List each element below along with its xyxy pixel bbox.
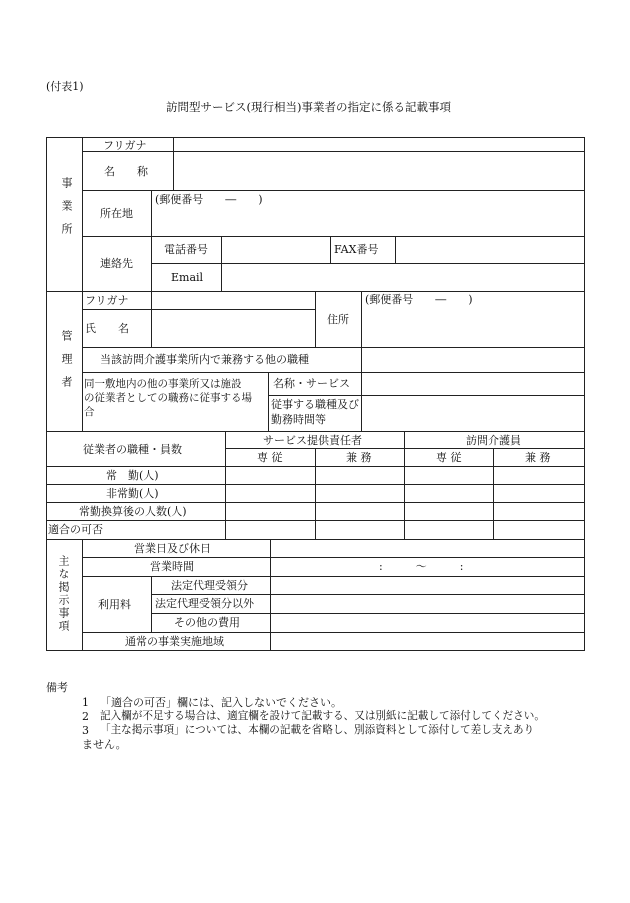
office-postal-code: (郵便番号 ― ) <box>155 193 263 206</box>
home-helper-header: 訪問介護員 <box>466 434 521 447</box>
office-name-label: 名 称 <box>104 165 148 178</box>
business-hours-range: : ～ : <box>379 560 464 573</box>
other-facility-line2: の従業者としての職務に従事する場 <box>84 392 252 404</box>
col-concurrent-1: 兼 務 <box>346 451 372 464</box>
other-facility-line1: 同一敷地内の他の事業所又は施設 <box>84 378 242 390</box>
fee-other: その他の費用 <box>174 616 240 629</box>
service-responsible-header: サービス提供責任者 <box>263 434 362 447</box>
service-area-label: 通常の事業実施地域 <box>125 635 224 648</box>
manager-name-label: 氏 名 <box>85 322 129 335</box>
manager-furigana-label: フリガナ <box>85 294 129 307</box>
business-days-label: 営業日及び休日 <box>134 542 211 555</box>
remark-3-text: 「主な掲示事項」については、本欄の記載を省略し、別添資料として添付して差し支えあり <box>100 724 535 736</box>
duty-hours-line1: 従事する職種及び <box>271 398 359 411</box>
office-contact-label: 連絡先 <box>100 257 133 270</box>
office-furigana-label: フリガナ <box>103 139 147 152</box>
notices-section-label: 主な掲示事項 <box>57 555 70 633</box>
office-fax-label: FAX番号 <box>334 243 379 256</box>
fees-label: 利用料 <box>98 598 131 611</box>
remarks-title: 備考 <box>46 681 68 694</box>
remark-1-num: 1 <box>82 696 89 709</box>
row-fte: 常勤換算後の人数(人) <box>79 505 187 518</box>
col-dedicated-2: 専 従 <box>436 451 462 464</box>
attachment-label: (付表1) <box>46 80 84 93</box>
name-service-label: 名称・サービス <box>273 377 350 390</box>
office-phone-label: 電話番号 <box>164 243 208 256</box>
remark-2-num: 2 <box>82 710 89 723</box>
fee-statutory: 法定代理受領分 <box>171 579 248 592</box>
office-section-label: 事業所 <box>60 177 73 246</box>
concurrent-role-label: 当該訪問介護事業所内で兼務する他の職種 <box>100 353 309 366</box>
page-title: 訪問型サービス(現行相当)事業者の指定に係る記載事項 <box>166 100 451 114</box>
staff-header: 従業者の職種・員数 <box>83 443 182 456</box>
duty-hours-line2: 勤務時間等 <box>271 413 326 426</box>
row-suitability: 適合の可否 <box>48 523 103 536</box>
business-hours-label: 営業時間 <box>150 560 194 573</box>
office-address-label: 所在地 <box>100 207 133 220</box>
remark-2-text: 記入欄が不足する場合は、適宜欄を設けて記載する、又は別紙に記載して添付してください。 <box>100 710 545 722</box>
remark-1-text: 「適合の可否」欄には、記入しないでください。 <box>100 696 342 709</box>
row-part-time: 非常勤(人) <box>106 487 159 500</box>
row-full-time: 常 勤(人) <box>106 469 159 482</box>
manager-section-label: 管理者 <box>60 330 73 399</box>
manager-postal-code: (郵便番号 ― ) <box>365 293 473 306</box>
other-facility-line3: 合 <box>84 406 95 418</box>
col-concurrent-2: 兼 務 <box>525 451 551 464</box>
fee-non-statutory: 法定代理受領分以外 <box>155 597 254 610</box>
manager-address-label: 住所 <box>327 313 349 326</box>
remark-3-continuation: ません。 <box>82 738 127 751</box>
col-dedicated-1: 専 従 <box>257 451 283 464</box>
remark-3-num: 3 <box>82 724 89 737</box>
office-email-label: Email <box>171 271 204 284</box>
